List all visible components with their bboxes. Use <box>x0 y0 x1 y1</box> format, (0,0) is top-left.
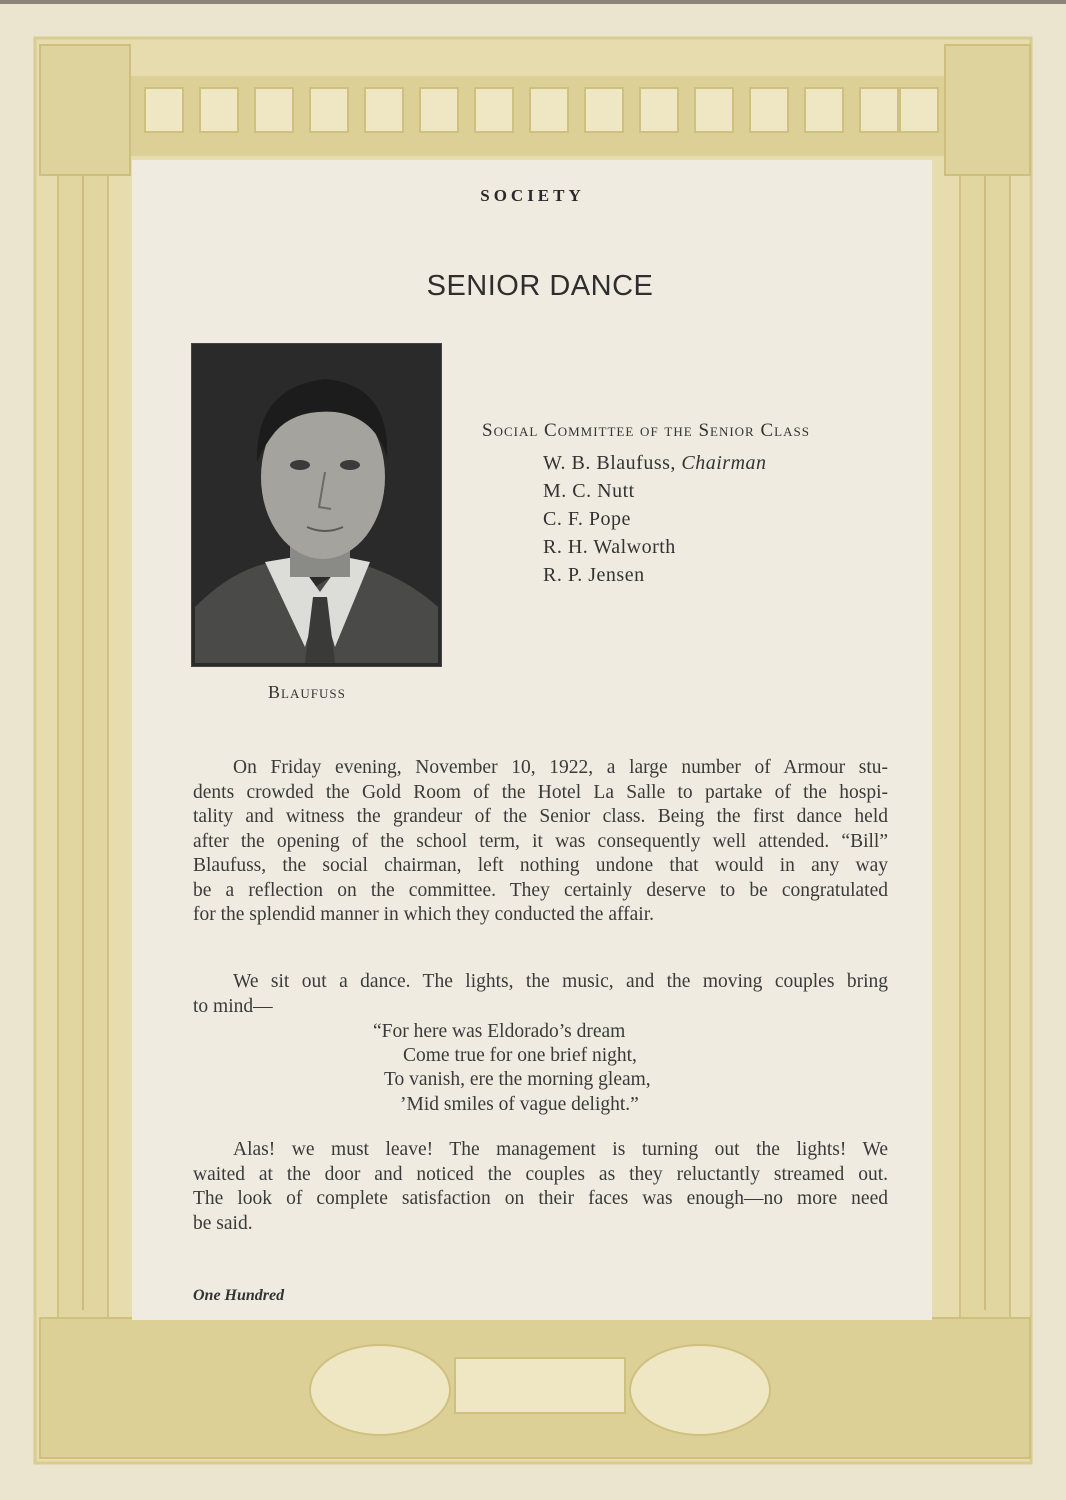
text-line: The look of complete satisfaction on their faces was enough—no more need <box>193 1188 888 1209</box>
committee-member: C. F. Pope <box>543 508 631 530</box>
text-line: We sit out a dance. The lights, the music, and the moving couples bring <box>233 971 888 992</box>
text-line: for the splendid manner in which they conducted the affair. <box>193 904 654 925</box>
page-number: One Hundred <box>193 1287 285 1304</box>
portrait-image <box>195 347 438 663</box>
text-line: after the opening of the school term, it was consequently well attended. “Bill” <box>193 830 888 852</box>
committee-member: R. H. Walworth <box>543 536 676 558</box>
portrait-photo <box>191 343 442 667</box>
poem-line: ’Mid smiles of vague delight.” <box>400 1094 639 1115</box>
text-line: Blaufuss, the social chairman, left nothing undone that would in any way <box>193 855 888 876</box>
text-line: to mind— <box>193 995 273 1017</box>
committee-member: M. C. Nutt <box>543 480 635 502</box>
top-right-capital <box>945 45 1030 175</box>
member-name: W. B. Blaufuss, <box>543 452 676 474</box>
text-line: tality and witness the grandeur of the Senior class. Being the first dance held <box>193 806 888 827</box>
member-role: Chairman <box>681 452 767 474</box>
text-line: On Friday evening, November 10, 1922, a large number of Armour stu- <box>233 757 888 778</box>
poem-line: To vanish, ere the morning gleam, <box>384 1069 651 1090</box>
section-heading: SOCIETY <box>480 186 585 205</box>
paragraph-3 <box>193 1138 888 1236</box>
text-line: Alas! we must leave! The management is turning out the lights! We <box>233 1139 888 1160</box>
paragraph-1 <box>193 756 888 928</box>
committee-heading: Social Committee of the Senior Class <box>482 420 810 441</box>
page-title: SENIOR DANCE <box>426 270 654 302</box>
photo-caption: Blaufuss <box>268 682 346 702</box>
top-left-capital <box>40 45 130 175</box>
poem-line: “For here was Eldorado’s dream <box>373 1021 626 1042</box>
paragraph-2 <box>193 970 888 1019</box>
committee-member: R. P. Jensen <box>543 564 645 586</box>
text-line: be a reflection on the committee. They certainly deserve to be congratulated <box>193 879 888 901</box>
poem-line: Come true for one brief night, <box>403 1045 637 1066</box>
committee-member <box>543 452 767 475</box>
text-line: be said. <box>193 1212 253 1234</box>
text-line: waited at the door and noticed the couples as they reluctantly streamed out. <box>193 1163 888 1185</box>
text-line: dents crowded the Gold Room of the Hotel La Salle to partake of the hospi- <box>193 781 888 803</box>
